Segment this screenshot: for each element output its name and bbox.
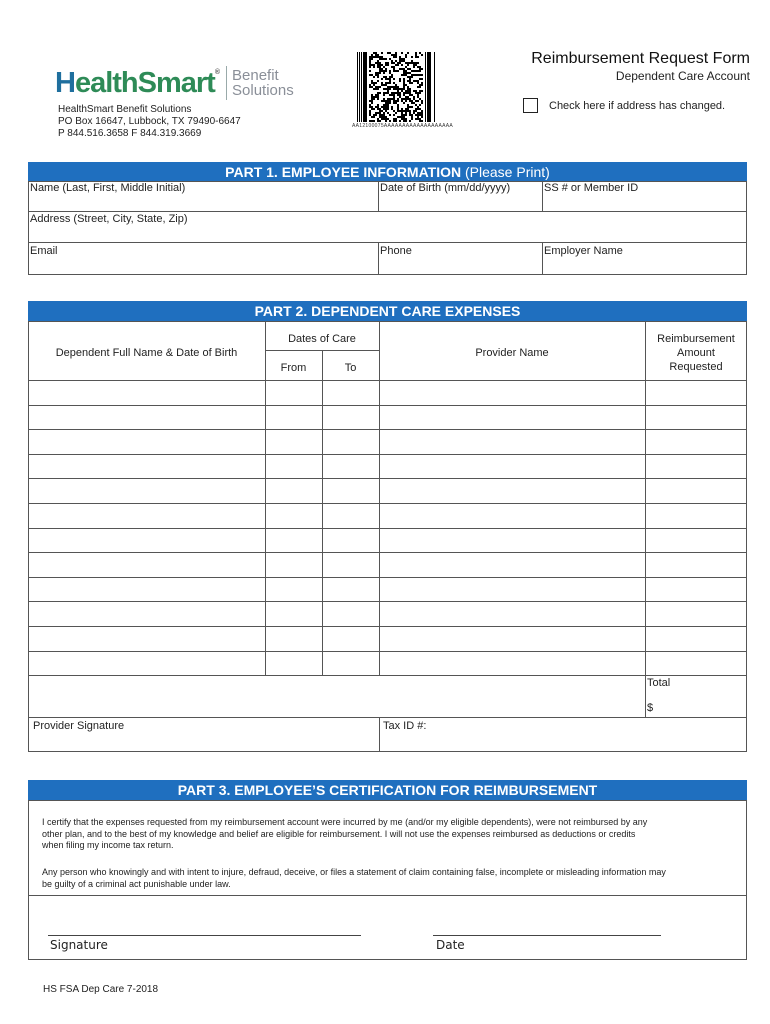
part3-header: PART 3. EMPLOYEE’S CERTIFICATION FOR REIMBURSEMENT	[28, 780, 747, 800]
barcode-icon	[357, 52, 435, 122]
address-line-1: HealthSmart Benefit Solutions	[58, 104, 192, 115]
logo-divider	[226, 66, 227, 100]
company-address	[58, 104, 241, 140]
col-provider-header: Provider Name	[475, 347, 549, 359]
part1-divider-2	[28, 242, 747, 243]
table-row[interactable]	[29, 504, 746, 528]
healthsmart-logo	[55, 64, 294, 102]
part1-vline-1	[378, 181, 379, 211]
name-field-label: Name (Last, First, Middle Initial)	[30, 182, 186, 194]
certification-text	[42, 817, 742, 852]
table-row[interactable]	[29, 381, 746, 405]
fraud-line-2: be guilty of a criminal act punishable under law.	[42, 878, 231, 889]
table-row[interactable]	[29, 578, 746, 602]
col-amount-line3: Requested	[669, 361, 723, 373]
cert-line-2: other plan, and to the best of my knowledge and belief are eligible for reimbursement. I will not use the expenses reimbursed as deductions or credits	[42, 828, 636, 839]
col-from-header: From	[280, 362, 307, 374]
logo-wordmark: HealthSmart®	[55, 66, 221, 99]
col-amount-line1: Reimbursement	[657, 333, 735, 345]
form-code: HS FSA Dep Care 7-2018	[43, 984, 159, 995]
total-currency: $	[647, 702, 654, 714]
table-row[interactable]	[29, 479, 746, 503]
form-title: Reimbursement Request Form	[531, 50, 750, 67]
fraud-line-1: Any person who knowingly and with intent to injure, defraud, deceive, or files a statement of claim containing false, incomplete or misleading information may	[42, 867, 666, 877]
fraud-warning-text	[42, 867, 742, 890]
table-row[interactable]	[29, 406, 746, 430]
table-row[interactable]	[29, 652, 746, 676]
logo-sub-line1: Benefit	[232, 67, 279, 84]
table-row[interactable]	[29, 455, 746, 479]
part1-header	[28, 162, 747, 182]
tax-id-label: Tax ID #:	[383, 720, 427, 732]
col-amount-header	[645, 332, 747, 374]
table-row[interactable]	[29, 627, 746, 651]
logo-sub-line2: Solutions	[232, 82, 294, 99]
address-changed-label: Check here if address has changed.	[549, 100, 726, 112]
col-to-header: To	[344, 362, 357, 374]
part1-vline-3	[378, 242, 379, 275]
employee-signature-line[interactable]	[48, 935, 361, 936]
logo-subtitle	[232, 68, 294, 98]
part1-title-note: (Please Print)	[465, 164, 550, 180]
ssn-field-label: SS # or Member ID	[544, 182, 639, 194]
part3-divider	[28, 895, 747, 896]
form-subtitle: Dependent Care Account	[615, 69, 750, 83]
employee-signature-label: Signature	[50, 938, 108, 952]
date-label: Date	[436, 938, 465, 952]
address-field-label: Address (Street, City, State, Zip)	[30, 213, 188, 225]
table-row[interactable]	[29, 529, 746, 553]
part1-vline-4	[542, 242, 543, 275]
email-field-label: Email	[30, 245, 58, 257]
col-amount-line2: Amount	[677, 347, 715, 359]
cert-line-3: when filing my income tax return.	[42, 840, 174, 850]
table-row[interactable]	[29, 553, 746, 577]
address-line-2: PO Box 16647, Lubbock, TX 79490-6647	[58, 116, 241, 127]
part1-box	[28, 181, 747, 275]
employer-field-label: Employer Name	[544, 245, 623, 257]
table-row[interactable]	[29, 430, 746, 454]
address-line-3: P 844.516.3658 F 844.319.3669	[58, 128, 202, 139]
barcode-caption: AA12100075AAAAAAAAAAAAAAAAAAA	[352, 123, 453, 129]
total-label: Total	[647, 677, 671, 689]
logo-wordmark-rest: ealthSmart	[74, 66, 215, 99]
part1-vline-2	[542, 181, 543, 211]
provider-signature-label: Provider Signature	[33, 720, 125, 732]
signature-row-divider	[379, 717, 380, 752]
part1-divider-1	[28, 211, 747, 212]
part2-header: PART 2. DEPENDENT CARE EXPENSES	[28, 301, 747, 321]
dob-field-label: Date of Birth (mm/dd/yyyy)	[380, 182, 511, 194]
cert-line-1: I certify that the expenses requested from my reimbursement account were incurred by me (and/or my eligible dependents), were not reimbursed by any	[42, 817, 648, 827]
address-changed-checkbox[interactable]	[523, 98, 538, 113]
signature-row-line	[28, 717, 747, 718]
part1-title: PART 1. EMPLOYEE INFORMATION	[225, 164, 462, 180]
col-dependent-header: Dependent Full Name & Date of Birth	[55, 347, 238, 359]
dates-subheader-line	[265, 350, 379, 351]
table-row[interactable]	[29, 602, 746, 626]
date-line[interactable]	[433, 935, 661, 936]
phone-field-label: Phone	[380, 245, 412, 257]
col-dates-header: Dates of Care	[288, 333, 356, 345]
